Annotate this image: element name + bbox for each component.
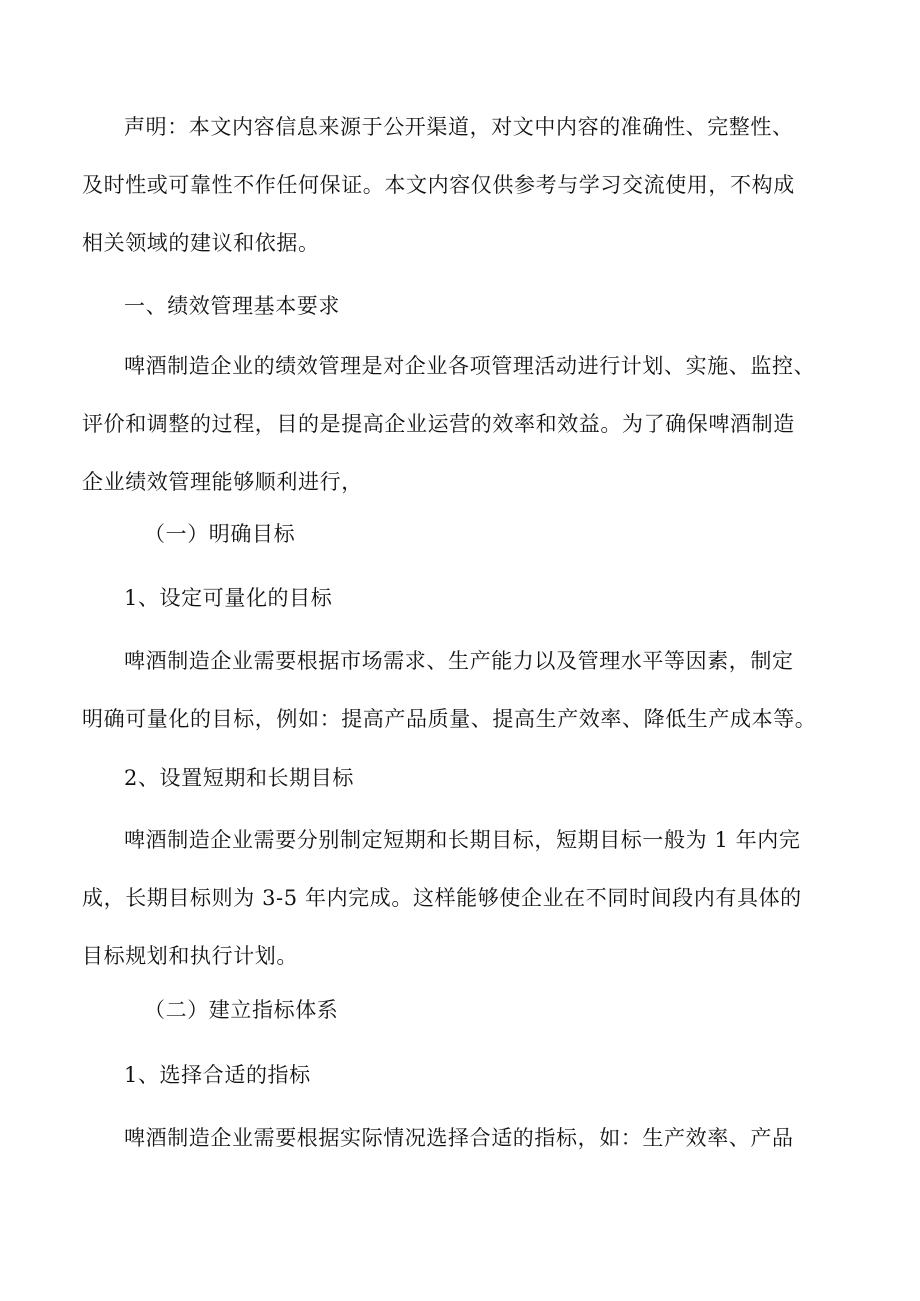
paragraph-line: 啤酒制造企业的绩效管理是对企业各项管理活动进行计划、实施、监控、 [124,354,816,378]
item-paragraph [82,644,842,737]
disclaimer-line: 声明：本文内容信息来源于公开渠道，对文中内容的准确性、完整性、 [124,115,794,139]
intro-paragraph [82,349,842,500]
item-paragraph [82,1121,842,1156]
disclaimer-paragraph [82,110,842,261]
item-paragraph [82,823,842,974]
paragraph-line: 成，长期目标则为 3-5 年内完成。这样能够使企业在不同时间段内有具体的 [82,886,802,910]
paragraph-line: 目标规划和执行计划。 [82,944,298,968]
item-heading: 1、选择合适的指标 [124,1063,311,1087]
subsection-heading: （二）建立指标体系 [144,998,339,1022]
section-heading: 一、绩效管理基本要求 [124,294,340,318]
subsection-heading: （一）明确目标 [144,522,296,546]
paragraph-line: 企业绩效管理能够顺利进行， [82,470,363,494]
paragraph-line: 啤酒制造企业需要根据市场需求、生产能力以及管理水平等因素，制定 [124,649,794,673]
item-heading: 1、设定可量化的目标 [124,586,333,610]
paragraph-line: 明确可量化的目标，例如：提高产品质量、提高生产效率、降低生产成本等。 [82,707,817,731]
disclaimer-line: 相关领域的建议和依据。 [82,231,320,255]
paragraph-line: 啤酒制造企业需要分别制定短期和长期目标，短期目标一般为 1 年内完 [124,828,801,852]
item-heading: 2、设置短期和长期目标 [124,766,354,790]
disclaimer-line: 及时性或可靠性不作任何保证。本文内容仅供参考与学习交流使用，不构成 [82,173,795,197]
paragraph-line: 评价和调整的过程，目的是提高企业运营的效率和效益。为了确保啤酒制造 [82,412,795,436]
paragraph-line: 啤酒制造企业需要根据实际情况选择合适的指标，如：生产效率、产品 [124,1126,794,1150]
